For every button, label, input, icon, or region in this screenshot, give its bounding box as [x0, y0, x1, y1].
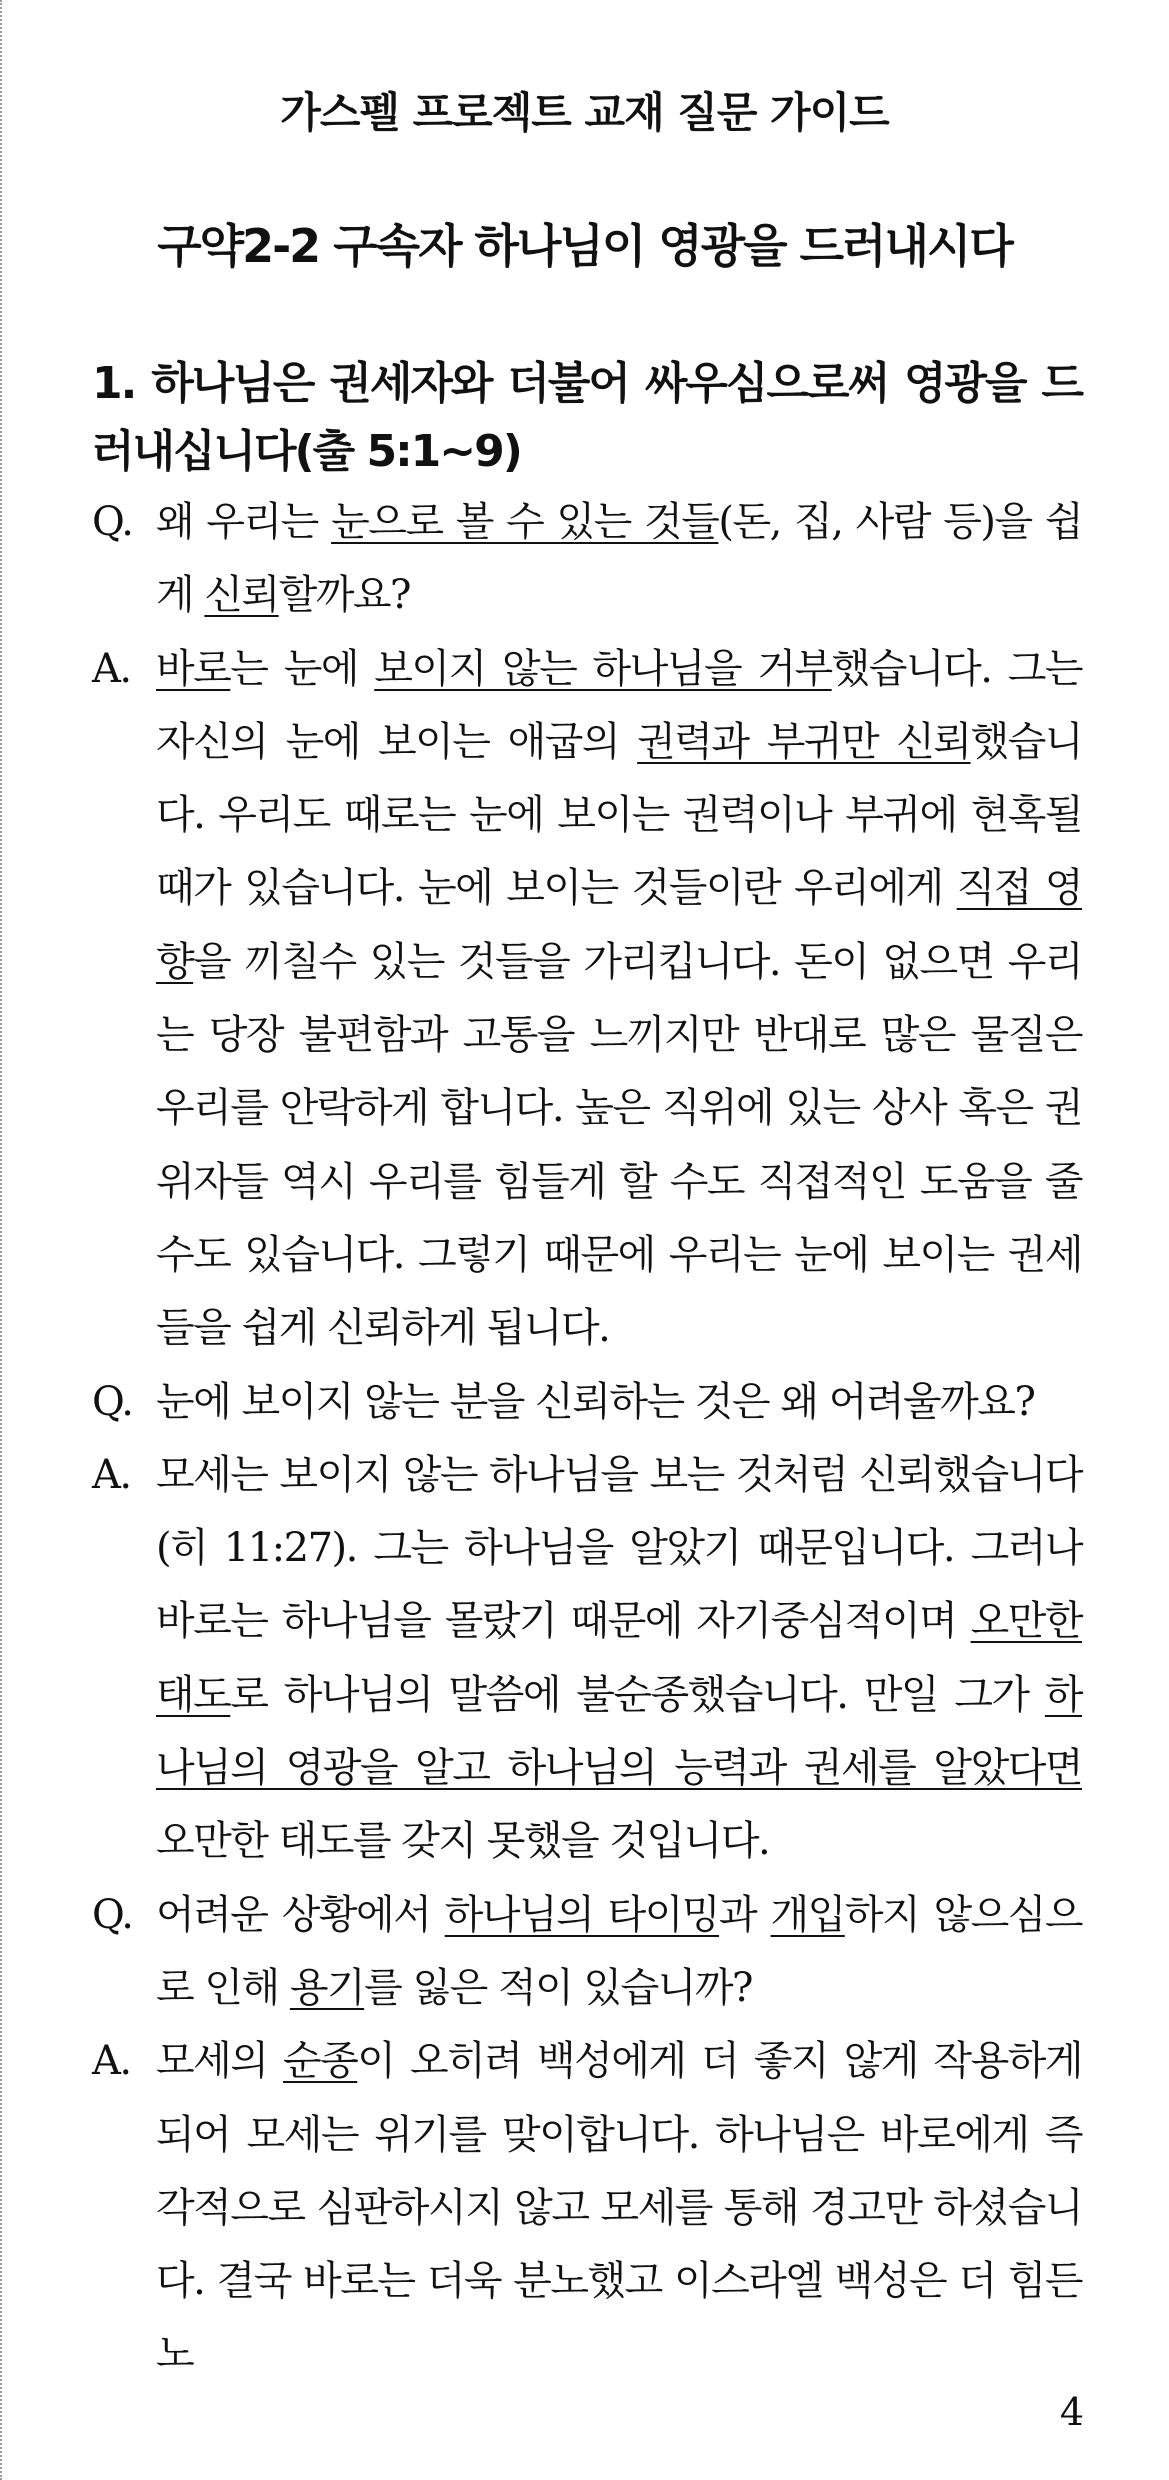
question-text — [156, 1879, 1082, 2026]
underlined-phrase: 신뢰 — [204, 572, 279, 619]
text-segment: 로 하나님의 말씀에 불순종했습니다. 만일 그가 — [230, 1671, 1045, 1718]
question-text — [156, 1366, 1082, 1439]
answer-marker: A. — [92, 645, 131, 692]
text-segment: 이 오히려 백성에게 더 좋지 않게 작용하게 되어 모세는 위기를 맞이합니다. 하나님은 바로에게 즉각적으로 심판하시지 않고 모세를 통해 경고만 하셨습니다. 결국 바로는 더욱 분노했고 이스라엘 백성은 더 힘든 노 — [156, 2038, 1082, 2378]
underlined-phrase: 눈으로 볼 수 있는 것들 — [331, 499, 719, 545]
page-edge-divider — [0, 0, 2, 2480]
text-segment: 눈에 보이지 않는 분을 신뢰하는 것은 왜 어려울까요? — [156, 1378, 1035, 1425]
underlined-phrase: 하나님의 영광을 알고 하나님의 능력과 권세를 알았다면 — [156, 1671, 1082, 1792]
text-segment: 했습니다. 그는 자신의 눈에 보이는 애굽의 — [156, 645, 1082, 765]
underlined-phrase: 권력과 부귀만 신뢰 — [637, 718, 971, 765]
answer-text — [156, 2025, 1082, 2391]
underlined-phrase: 보이지 않는 하나님을 거부 — [374, 645, 832, 692]
question-item — [92, 1366, 1082, 1439]
text-segment: 했습니다. 우리도 때로는 눈에 보이는 권력이나 부귀에 현혹될 때가 있습니다. 눈에 보이는 것들이란 우리에게 — [156, 718, 1082, 912]
text-segment: 하지 않으심으로 인해 — [156, 1891, 1083, 2011]
answer-marker: A. — [92, 1451, 131, 1498]
answer-text — [156, 1439, 1082, 1879]
question-item — [92, 1879, 1082, 2026]
text-segment: 를 잃은 적이 있습니까? — [364, 1964, 752, 2011]
underlined-phrase: 개입 — [770, 1891, 845, 1938]
text-segment: 할까요? — [278, 572, 411, 619]
text-segment: 오만한 태도를 갖지 못했을 것입니다. — [156, 1818, 770, 1865]
page-number: 4 — [1059, 2390, 1084, 2434]
text-segment: 모세는 보이지 않는 하나님을 보는 것처럼 신뢰했습니다(히 11:27). 그는 하나님을 알았기 때문입니다. 그러나 바로는 하나님을 몰랐기 때문에 자기중심적이며 — [156, 1451, 1082, 1645]
answer-marker: A. — [92, 2038, 131, 2085]
underlined-phrase: 직접 영향 — [156, 865, 1083, 985]
answer-item — [92, 2025, 1082, 2391]
question-marker: Q. — [92, 499, 133, 545]
text-segment: 어려운 상황에서 — [156, 1891, 445, 1938]
text-segment: 을 끼칠수 있는 것들을 가리킵니다. 돈이 없으면 우리는 당장 불편함과 고통을 느끼지만 반대로 많은 물질은 우리를 안락하게 합니다. 높은 직위에 있는 상사 혹은 권위자들 역시 우리를 힘들게 할 수도 직접적인 도움을 줄 수도 있습니다. 그렇기 때문에 우리는 눈에 보이는 권세들을 쉽게 신뢰하게 됩니다. — [156, 938, 1082, 1352]
answer-item — [92, 633, 1082, 1366]
section-heading: 1. 하나님은 권세자와 더불어 싸우심으로써 영광을 드러내십니다(출 5:1~9) — [92, 358, 1082, 477]
underlined-phrase: 오만한 태도 — [156, 1598, 1082, 1718]
text-segment: 왜 우리는 — [156, 499, 332, 545]
text-segment: 는 눈에 — [230, 645, 375, 692]
question-item — [92, 486, 1082, 633]
text-segment: (돈, 집, 사람 등)을 쉽게 — [156, 499, 1082, 619]
lesson-title: 구약2-2 구속자 하나님이 영광을 드러내시다 — [157, 219, 1012, 273]
text-segment: 과 — [719, 1891, 771, 1938]
question-text — [156, 486, 1082, 633]
answer-item — [92, 1439, 1082, 1879]
question-marker: Q. — [92, 1891, 133, 1938]
underlined-phrase: 순종 — [282, 2038, 358, 2085]
guide-header-title: 가스펠 프로젝트 교재 질문 가이드 — [280, 88, 889, 137]
underlined-phrase: 용기 — [289, 1964, 365, 2011]
question-marker: Q. — [92, 1378, 133, 1425]
answer-text — [156, 633, 1082, 1366]
text-segment: 모세의 — [156, 2038, 283, 2085]
underlined-phrase: 하나님의 타이밍 — [444, 1891, 720, 1938]
underlined-phrase: 바로 — [156, 645, 231, 692]
qa-list — [92, 486, 1082, 2392]
